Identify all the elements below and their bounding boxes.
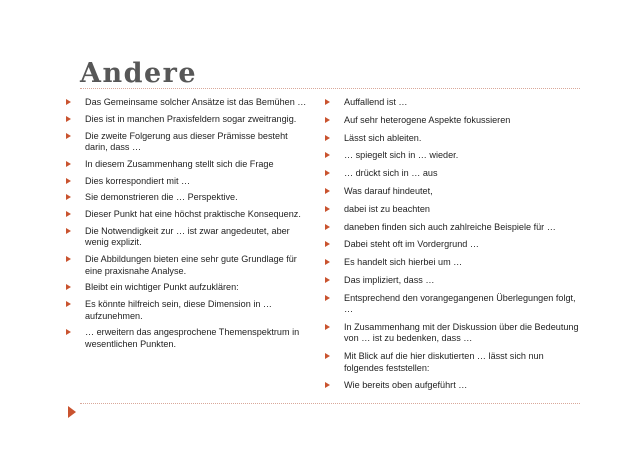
- list-item-text: Dies korrespondiert mit …: [85, 175, 191, 186]
- list-item-text: Bleibt ein wichtiger Punkt aufzuklären:: [85, 282, 239, 293]
- list-item: [64, 97, 312, 108]
- list-item: [323, 150, 583, 161]
- list-item: [323, 380, 583, 391]
- triangle-bullet-icon: [325, 99, 330, 105]
- list-item: [64, 327, 312, 350]
- list-item: [323, 204, 583, 215]
- triangle-bullet-icon: [66, 228, 71, 234]
- list-item: [64, 226, 312, 249]
- triangle-bullet-icon: [66, 329, 71, 335]
- list-item-text: Die Abbildungen bieten eine sehr gute Grundlage für eine praxisnahe Analyse.: [85, 254, 297, 276]
- triangle-bullet-icon: [66, 133, 71, 139]
- list-item: [323, 168, 583, 179]
- triangle-bullet-icon: [325, 353, 330, 359]
- triangle-bullet-icon: [66, 116, 71, 122]
- list-item: [323, 293, 583, 316]
- list-item-text: Es handelt sich hierbei um …: [344, 257, 463, 268]
- right-phrase-list: [323, 97, 583, 398]
- list-item-text: Dies ist in manchen Praxisfeldern sogar zweitrangig.: [85, 113, 297, 124]
- triangle-bullet-icon: [325, 241, 330, 247]
- triangle-bullet-icon: [66, 178, 71, 184]
- list-item: [323, 351, 583, 374]
- list-item-text: Entsprechend den vorangegangenen Überlegungen folgt, …: [344, 292, 576, 315]
- list-item: [64, 282, 312, 293]
- list-item: [323, 257, 583, 268]
- list-item: [323, 222, 583, 233]
- triangle-bullet-icon: [66, 161, 71, 167]
- list-item: [64, 131, 312, 154]
- triangle-bullet-icon: [325, 117, 330, 123]
- list-item: [323, 239, 583, 250]
- triangle-bullet-icon: [325, 206, 330, 212]
- list-item: [64, 299, 312, 322]
- triangle-bullet-icon: [325, 259, 330, 265]
- list-item-text: Was darauf hindeutet,: [344, 185, 433, 196]
- list-item-text: Das Gemeinsame solcher Ansätze ist das Bemühen …: [85, 97, 307, 107]
- list-item-text: Es könnte hilfreich sein, diese Dimension in … aufzunehmen.: [85, 299, 273, 321]
- triangle-bullet-icon: [66, 301, 71, 307]
- list-item-text: Wie bereits oben aufgeführt …: [344, 380, 468, 391]
- triangle-bullet-icon: [325, 224, 330, 230]
- list-item-text: Sie demonstrieren die … Perspektive.: [85, 192, 238, 203]
- list-item: [64, 254, 312, 277]
- triangle-bullet-icon: [66, 99, 71, 105]
- list-item-text: Auf sehr heterogene Aspekte fokussieren: [344, 114, 511, 125]
- left-phrase-list: [64, 97, 312, 356]
- triangle-bullet-icon: [66, 284, 71, 290]
- triangle-bullet-icon: [325, 170, 330, 176]
- triangle-bullet-icon: [66, 194, 71, 200]
- footer-divider: [80, 403, 580, 404]
- triangle-bullet-icon: [66, 211, 71, 217]
- list-item-text: In Zusammenhang mit der Diskussion über die Bedeutung von … ist zu bedenken, dass …: [344, 321, 579, 344]
- list-item: [64, 176, 312, 187]
- list-item-text: … erweitern das angesprochene Themenspektrum in wesentlichen Punkten.: [85, 327, 300, 349]
- list-item: [323, 275, 583, 286]
- triangle-bullet-icon: [325, 324, 330, 330]
- list-item-text: Die zweite Folgerung aus dieser Prämisse besteht darin, dass …: [85, 130, 288, 152]
- triangle-bullet-icon: [325, 295, 330, 301]
- list-item-text: Lässt sich ableiten.: [344, 132, 422, 143]
- triangle-bullet-icon: [325, 152, 330, 158]
- list-item-text: Dieser Punkt hat eine höchst praktische Konsequenz.: [85, 209, 301, 220]
- list-item-text: Mit Blick auf die hier diskutierten … lässt sich nun folgendes feststellen:: [344, 351, 544, 373]
- triangle-bullet-icon: [325, 277, 330, 283]
- list-item-text: In diesem Zusammenhang stellt sich die Frage: [85, 158, 274, 169]
- triangle-bullet-icon: [325, 135, 330, 141]
- triangle-marker-icon: [68, 406, 76, 418]
- list-item: [64, 192, 312, 203]
- triangle-bullet-icon: [325, 188, 330, 194]
- list-item: [323, 186, 583, 197]
- list-item: [64, 114, 312, 125]
- list-item-text: Auffallend ist …: [344, 97, 408, 107]
- list-item-text: daneben finden sich auch zahlreiche Beispiele für …: [344, 221, 556, 232]
- triangle-bullet-icon: [325, 382, 330, 388]
- list-item: [64, 159, 312, 170]
- list-item: [323, 322, 583, 345]
- triangle-bullet-icon: [66, 256, 71, 262]
- list-item-text: dabei ist zu beachten: [344, 203, 430, 214]
- slide-title: Andere: [80, 58, 198, 89]
- title-divider: [80, 88, 580, 89]
- list-item: [323, 133, 583, 144]
- list-item: [64, 209, 312, 220]
- list-item-text: … drückt sich in … aus: [344, 168, 438, 179]
- list-item-text: Das impliziert, dass …: [344, 274, 435, 285]
- list-item: [323, 115, 583, 126]
- list-item: [323, 97, 583, 108]
- list-item-text: Dabei steht oft im Vordergrund …: [344, 239, 479, 250]
- list-item-text: Die Notwendigkeit zur … ist zwar angedeutet, aber wenig explizit.: [85, 225, 290, 248]
- list-item-text: … spiegelt sich in … wieder.: [344, 150, 459, 161]
